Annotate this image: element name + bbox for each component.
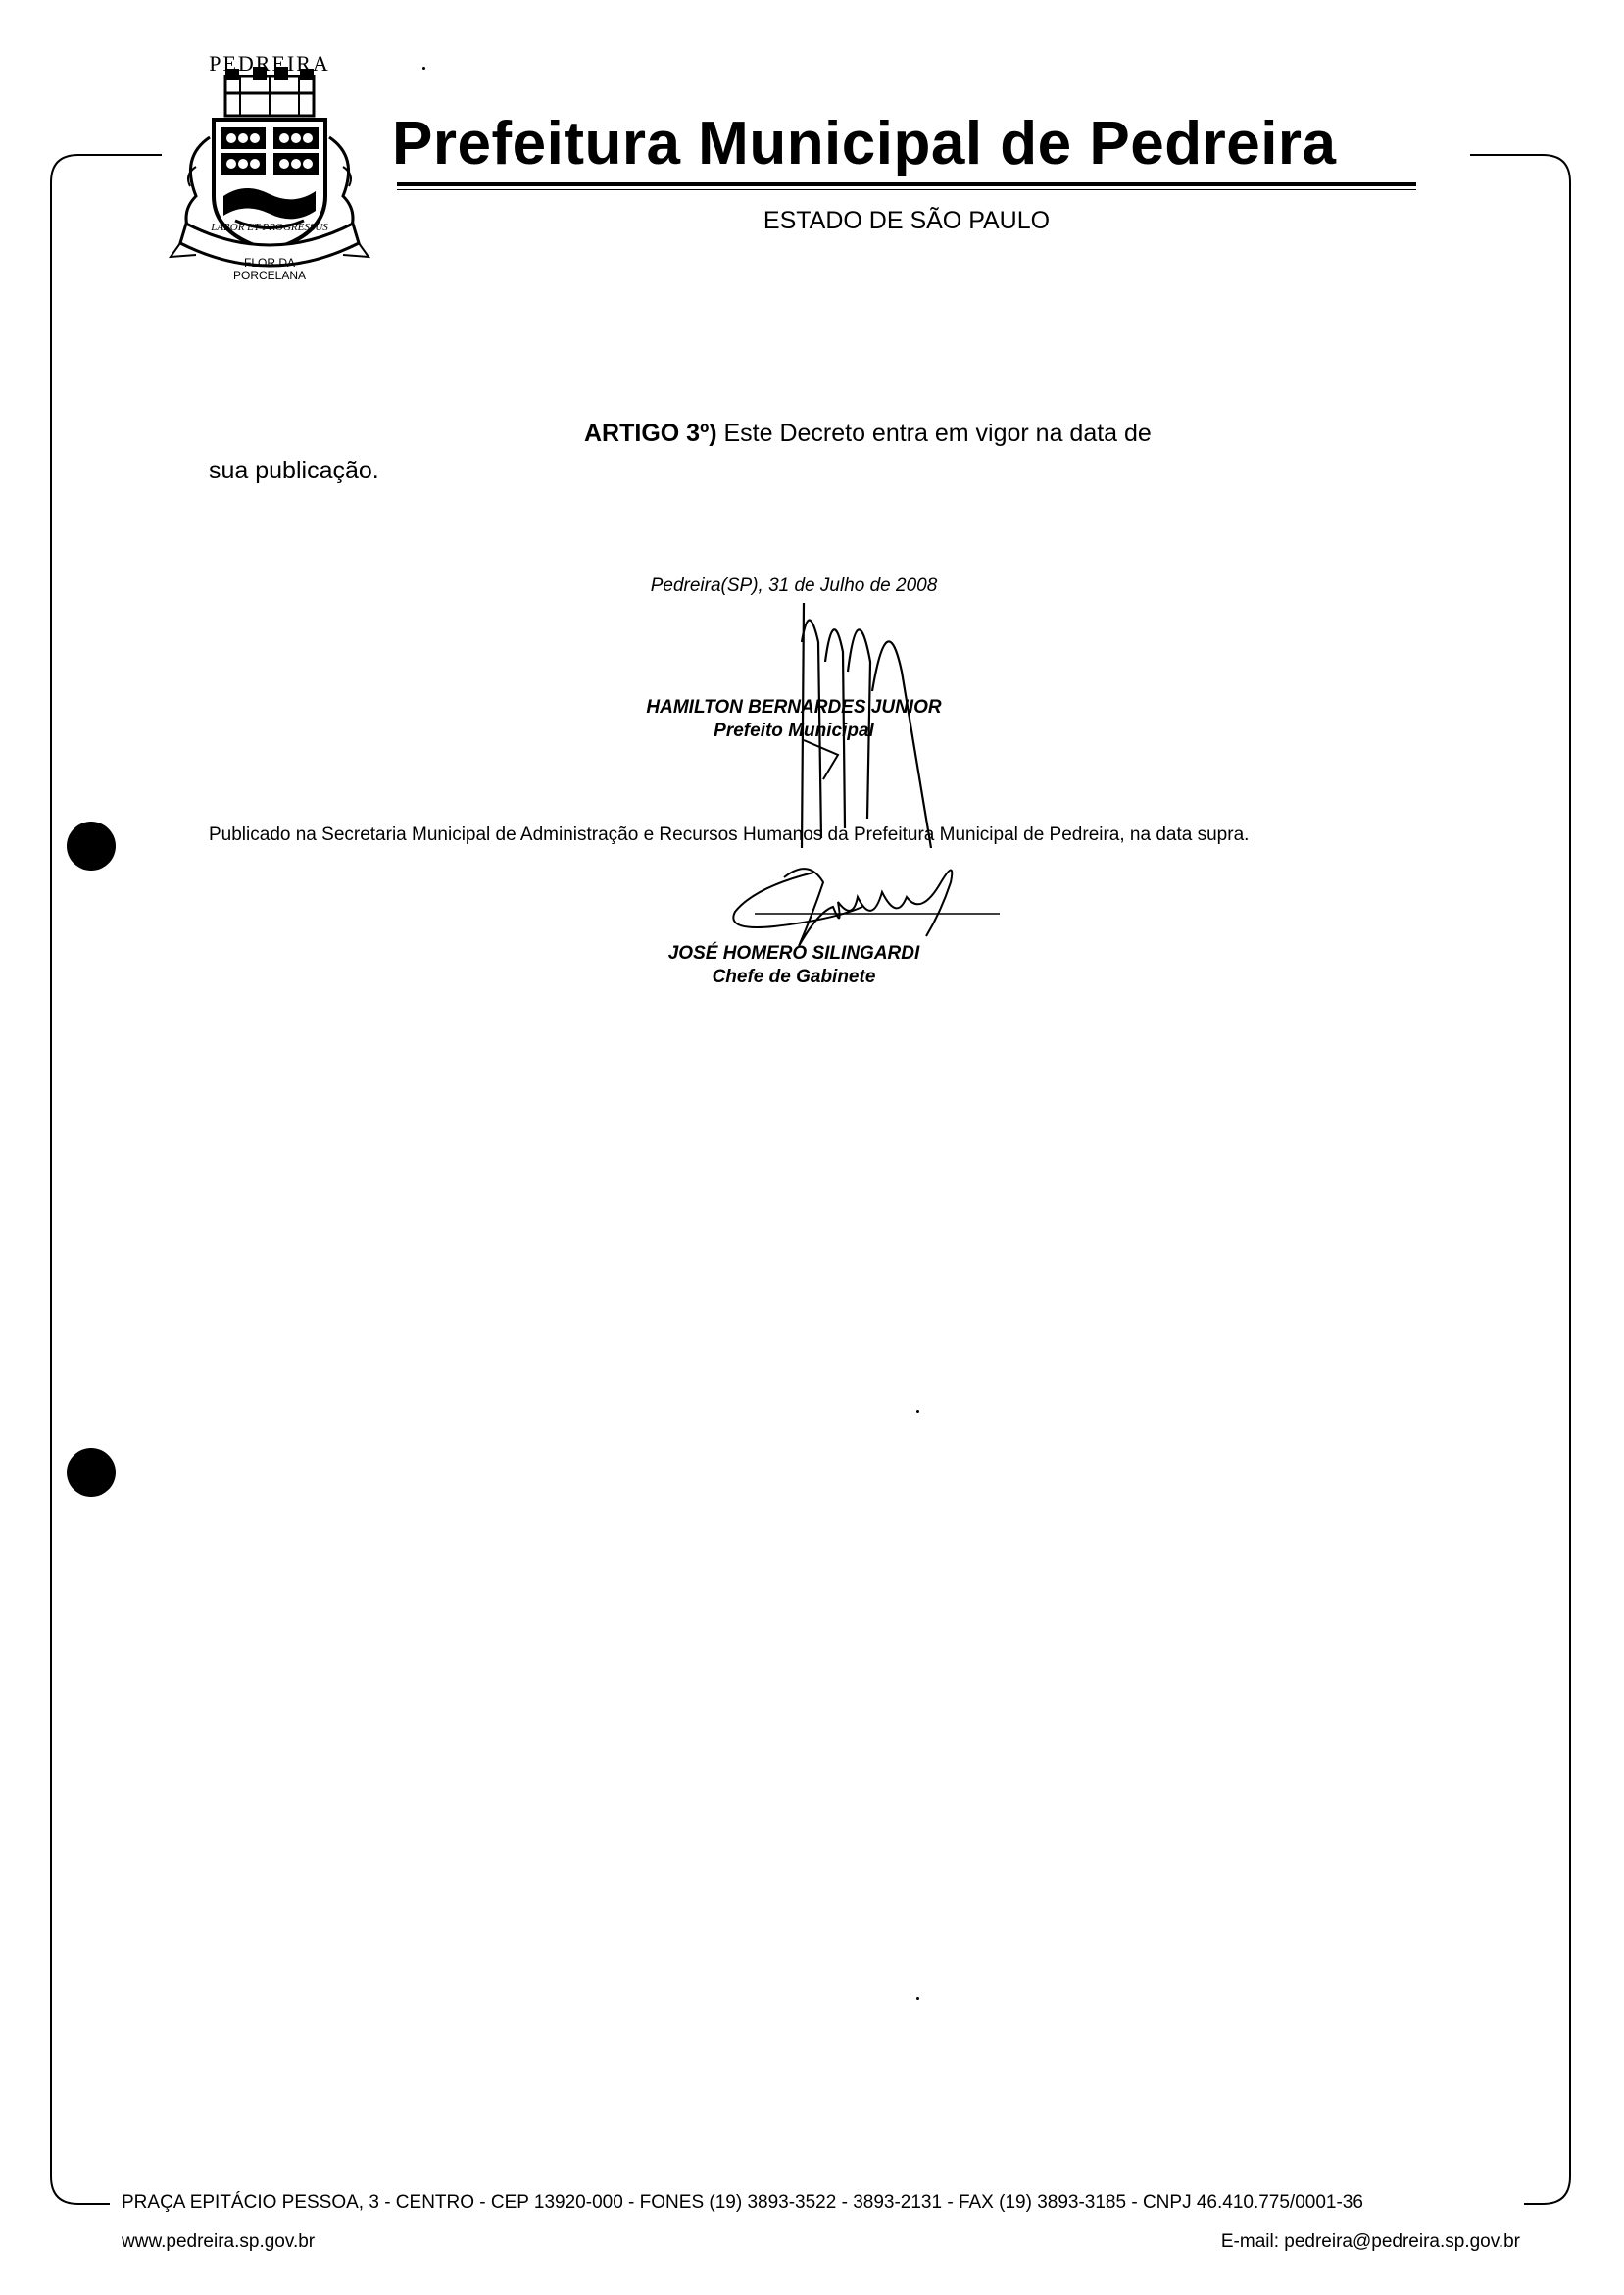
title-rule-thick	[397, 182, 1416, 186]
article-paragraph	[584, 420, 1152, 448]
signatory1-role: Prefeito Municipal	[714, 721, 874, 741]
crest-bottom-label-line1: FLOR DA	[243, 256, 295, 270]
crest-top-label: PEDREIRA	[209, 51, 330, 75]
footer-email: E-mail: pedreira@pedreira.sp.gov.br	[1220, 2231, 1520, 2252]
crest-bottom-label	[216, 257, 323, 282]
article-label: ARTIGO 3º)	[584, 420, 717, 447]
place-date: Pedreira(SP), 31 de Julho de 2008	[650, 575, 938, 596]
article-continuation: sua publicação.	[209, 457, 379, 484]
title-rule-thin	[397, 189, 1416, 190]
scan-speck	[422, 67, 425, 70]
state-name: ESTADO DE SÃO PAULO	[763, 207, 1051, 234]
punch-hole-bottom	[67, 1448, 116, 1497]
signatory2-role: Chefe de Gabinete	[712, 967, 876, 987]
footer-website: www.pedreira.sp.gov.br	[122, 2231, 316, 2252]
scan-speck	[916, 1410, 919, 1413]
article-text: Este Decreto entra em vigor na data de	[716, 420, 1152, 447]
punch-hole-top	[67, 822, 116, 871]
crest-motto: LABOR ET PROGRESSUS	[211, 222, 328, 233]
crest-bottom-label-line2: PORCELANA	[232, 269, 307, 282]
organization-title: Prefeitura Municipal de Pedreira	[392, 110, 1337, 177]
footer-address: PRAÇA EPITÁCIO PESSOA, 3 - CENTRO - CEP 13920-000 - FONES (19) 3893-3522 - 3893-2131 - FAX (19) 3893-3185 - CNPJ 46.410.775/0001-36	[122, 2192, 1363, 2213]
publication-note: Publicado na Secretaria Municipal de Administração e Recursos Humanos da Prefeitura Municipal de Pedreira, na data supra.	[209, 824, 1250, 845]
scan-speck	[916, 1997, 919, 2000]
signatory2-name: JOSÉ HOMERO SILINGARDI	[667, 943, 920, 964]
signatory1-name: HAMILTON BERNARDES JUNIOR	[646, 697, 942, 718]
